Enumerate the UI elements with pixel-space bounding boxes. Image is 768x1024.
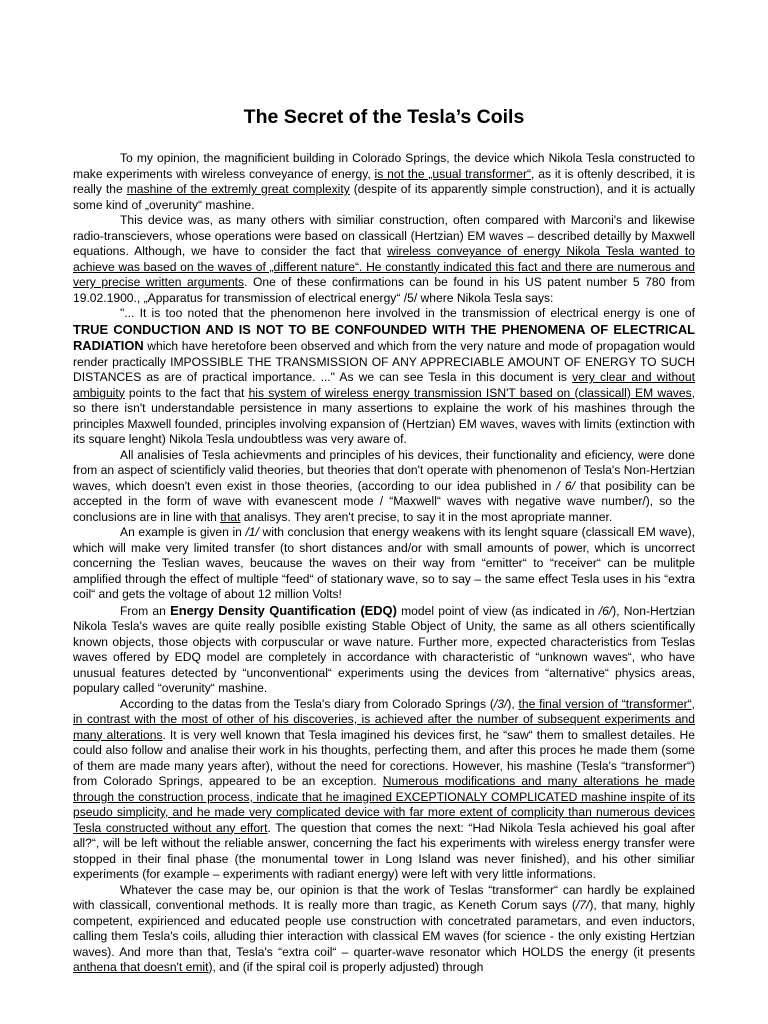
text-run: points to the fact that xyxy=(124,385,249,400)
text-run: ), and (if the spiral coil is properly adjusted) through xyxy=(208,960,484,974)
paragraph xyxy=(73,213,695,306)
text-run: An example is given in xyxy=(120,525,246,539)
underlined-text: mashine of the extremly great complexity xyxy=(126,182,350,196)
text-run: ), xyxy=(507,696,519,711)
text-run: This device was, as many others with similiar construction, often compared with Marconi's and likewise radio-transcievers, whose operations were based on classicall (Hertzian) EM waves – described detailly by Maxwell equations. Although, we have to consider the fact that xyxy=(73,213,695,258)
underlined-text: Numerous modifications and many alterations he made through the construction process, indicate that he imagined EXCEPTIONALY COMPLICATED mashine inspite of its pseudo simplicity, and he made very complicated device with far more extent of complicity than numerous devices Tesla constructed without any effort xyxy=(73,774,695,835)
bold-text: TRUE CONDUCTION AND IS NOT TO BE CONFOUNDED WITH THE PHENOMENA OF ELECTRICAL RADIATION xyxy=(73,321,695,353)
text-run: . The question that comes the next: “Had Nikola Tesla achieved his goal after all?“, will be left without the reliable answer, concerning the fact his experiments with wireless energy transfer were stopped in their final phase (the monumental tower in Long Island was never finished), and his other similiar experiments (for example – experiments with radiant energy) were left with very little informations. xyxy=(73,820,695,881)
paragraph xyxy=(73,525,695,603)
text-run: . It is very well known that Tesla imagined his devices first, he “saw“ them to smallest detailes. He could also follow and analise their work in his thoughts, perfecting them, and after this proces he made them (some of them are made many years after), without the need for corections. However, his mashine (Tesla's “transformer“) from Colorado Springs, appeared to be an exception. xyxy=(73,727,695,788)
reference-text: /3/ xyxy=(493,696,508,711)
text-run: "... It is too noted that the phenomenon here involved in the transmission of electrical energy is one of xyxy=(120,306,695,320)
text-run: , as it is oftenly described, it is really the xyxy=(73,166,695,196)
underlined-text: anthena that doesn't emit xyxy=(73,960,209,974)
text-run: All analisies of Tesla achievments and principles of his devices, their functionality and eficiency, were done from an aspect of scientificly valid theories, but theories that don't operate with phenomenon of Tesla's Non-Hertzian waves, which doesn't even exist in those theories, (according to our idea published in xyxy=(73,447,695,493)
document-title: The Secret of the Tesla’s Coils xyxy=(243,106,525,128)
text-run: ), Non-Hertzian Nikola Tesla's waves are quite really posiblle existing Stable Object of Unity, the same as all others scientifically known objects, those objects with corpuscular or wave nature. Further more, expected characteristics from Teslas waves offered by EDQ model are completely in accordance with characteristic of “unknown waves“, who have unusual features detected by “unconventional“ experiments using the devices from “alternative“ physics areas, populary called “overunity“ mashine. xyxy=(73,603,696,695)
text-run: model point of view (as indicated in xyxy=(396,603,599,618)
text-run: ), that many, highly competent, expirienced and educated people use construction with concetrated parametars, and even inductors, calling them Tesla's coils, alluding thier interaction with classical EM waves (for science - the only existing Hertzian waves). And more than that, Tesla's “extra coil“ – quarter-wave resonator which HOLDS the energy (it presents xyxy=(73,898,695,959)
underlined-text: very clear and without ambiguity xyxy=(73,370,695,400)
text-run: (despite of its apparently simple construction), and it is actually some kind of „overunity“ mashine. xyxy=(73,182,696,212)
underlined-text: wireless conveyance of energy Nikola Tesla wanted to achieve was based on the waves of „different nature“. He constantly indicated this fact and there are numerous and very precise written arguments xyxy=(73,244,695,289)
text-run: To my opinion, the magnificient building in Colorado Springs, the device which Nikola Tesla constructed to make experiments with wireless conveyance of energy, xyxy=(73,151,695,181)
text-run: analisys. They aren't precise, to say it in the most apropriate manner. xyxy=(240,509,613,524)
bold-text: Energy Density Quantification (EDQ) xyxy=(170,602,397,618)
underlined-text: is not the „usual transformer“ xyxy=(374,166,532,181)
text-run: with conclusion that energy weakens with its lenght square (classicall EM wave), which will make very limited transfer (to short distances and/or with small amounts of power, which is uncorrect concerning the Teslian waves, beucause the waves on their way from “emitter“ to “receiver“ can be mulitple amplified through the effect of multiple “feed“ of stationary wave, so to say – the same effect Tesla uses in his “extra coil“ and gets the voltage of about 12 million Volts! xyxy=(73,525,695,601)
paragraph xyxy=(73,448,695,526)
reference-text: /1/ xyxy=(245,525,259,539)
text-run: which have heretofore been observed and which from the very nature and mode of propagation would render practically IMPOSSIBLE THE TRANSMISSION OF ANY APPRECIABLE AMOUNT OF ENERGY TO SUCH DISTANCES as are of practical importance. ..." As we can see Tesla in this document is xyxy=(73,339,695,384)
document-body xyxy=(73,151,695,976)
reference-text: /7/ xyxy=(575,898,590,912)
reference-text: / 6/ xyxy=(556,478,576,493)
paragraph xyxy=(73,306,695,448)
underlined-text: that xyxy=(220,509,241,524)
text-run: . One of these confirmations can be found in his US patent number 5 780 from 19.02.1900., „Apparatus for transmission of electrical energy“ /5/ where Nikola Tesla says: xyxy=(73,275,695,305)
underlined-text: the final version of “transformer“, in contrast with the most of other of his discoveries, is achieved after the number of subsequent experiments and many alterations xyxy=(73,696,695,742)
text-run: , so there isn't understandable persistence in many assertions to explaine the work of his mashines through the principles Maxwell founded, principles involving expansion of (Hertzian) EM waves, waves with limits (extinction with its square lenght) Nikola Tesla undoubtless was very aware of. xyxy=(73,385,696,446)
paragraph xyxy=(73,883,695,976)
text-run: From an xyxy=(120,603,171,618)
text-run: Whatever the case may be, our opinion is that the work of Teslas “transformer“ can hardly be explained with classicall, conventional methods. It is really more than tragic, as Keneth Corum says ( xyxy=(73,882,695,912)
text-run: According to the datas from the Tesla's diary from Colorado Springs ( xyxy=(120,696,494,711)
text-run: that posibility can be accepted in the form of wave with evanescent mode / “Maxwell“ waves with negative wave number/), so the conclusions are in line with xyxy=(73,478,696,524)
paragraph xyxy=(73,151,695,213)
paragraph xyxy=(73,603,695,697)
underlined-text: his system of wireless energy transmission ISN'T based on (classicall) EM waves xyxy=(248,385,692,400)
paragraph xyxy=(73,697,695,883)
reference-text: /6/ xyxy=(598,603,613,618)
